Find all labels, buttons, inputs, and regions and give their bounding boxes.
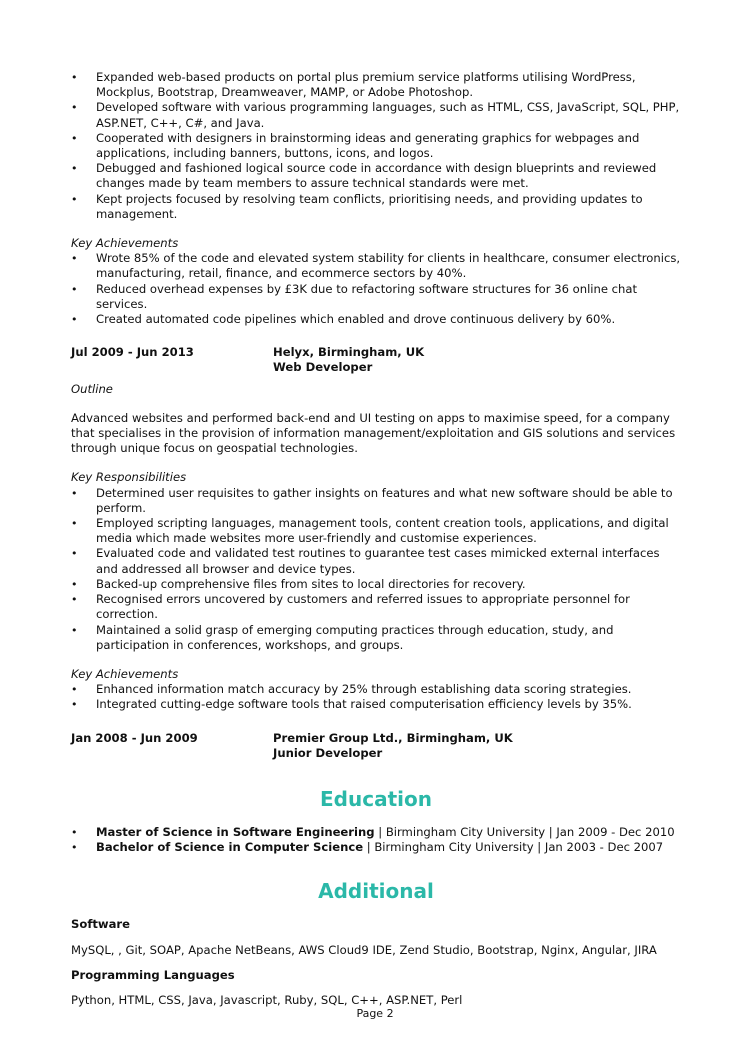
list-item: • Recognised errors uncovered by customers and referred issues to appropriate personnel for correction. — [71, 592, 681, 622]
page-number: Page 2 — [356, 1007, 394, 1020]
outline-heading: Outline — [71, 381, 113, 396]
education-heading: Education — [320, 786, 432, 811]
list-item: • Integrated cutting-edge software tools that raised computerisation efficiency levels by 35%. — [71, 697, 681, 712]
languages-list: Python, HTML, CSS, Java, Javascript, Ruby, SQL, C++, ASP.NET, Perl — [71, 992, 463, 1007]
list-item — [71, 840, 681, 855]
job-company: Premier Group Ltd., Birmingham, UK — [273, 730, 513, 745]
degree-name: Bachelor of Science in Computer Science — [96, 840, 364, 855]
prev-job-responsibilities-list — [71, 70, 681, 222]
list-item: • Cooperated with designers in brainstorming ideas and generating graphics for webpages and applications, including banners, buttons, icons, and logos. — [71, 131, 681, 161]
list-item: • Maintained a solid grasp of emerging computing practices through education, study, and participation in conferences, workshops, and groups. — [71, 623, 681, 653]
languages-heading: Programming Languages — [71, 967, 235, 982]
degree-details: | Birmingham City University | Jan 2009 - Dec 2010 — [374, 824, 675, 839]
job-header-helyx — [71, 345, 681, 375]
responsibilities-heading: Key Responsibilities — [71, 470, 187, 485]
list-item: • Kept projects focused by resolving team conflicts, prioritising needs, and providing updates to management. — [71, 192, 681, 222]
job-header-premier-group — [71, 731, 681, 761]
additional-heading: Additional — [318, 879, 434, 904]
list-item: • Determined user requisites to gather insights on features and what new software should be able to perform. — [71, 486, 681, 516]
prev-job-achievements-list — [71, 251, 681, 327]
list-item: • Expanded web-based products on portal plus premium service platforms utilising WordPress, Mockplus, Bootstrap, Dreamweaver, MAMP, or Adobe Photoshop. — [71, 70, 681, 100]
job-dates: Jan 2008 - Jun 2009 — [71, 730, 198, 745]
list-item: • Evaluated code and validated test routines to guarantee test cases mimicked external interfaces and addressed all browser and device types. — [71, 546, 681, 576]
software-heading: Software — [71, 917, 131, 932]
list-item: • Debugged and fashioned logical source code in accordance with design blueprints and reviewed changes made by team members to assure technical standards were met. — [71, 161, 681, 191]
degree-name: Master of Science in Software Engineering — [96, 824, 375, 839]
list-item: • Created automated code pipelines which enabled and drove continuous delivery by 60%. — [71, 312, 681, 327]
list-item: • Reduced overhead expenses by £3K due to refactoring software structures for 36 online chat services. — [71, 282, 681, 312]
outline-text: Advanced websites and performed back-end and UI testing on apps to maximise speed, for a company that specialises in the provision of information management/exploitation and GIS solutions and services through unique focus on geospatial technologies. — [71, 410, 676, 456]
job2-achievements-heading: Key Achievements — [71, 666, 179, 681]
job-dates: Jul 2009 - Jun 2013 — [71, 345, 194, 360]
software-list: MySQL, , Git, SOAP, Apache NetBeans, AWS Cloud9 IDE, Zend Studio, Bootstrap, Nginx, Angular, JIRA — [71, 942, 657, 957]
list-item: • Wrote 85% of the code and elevated system stability for clients in healthcare, consumer electronics, manufacturing, retail, finance, and ecommerce sectors by 40%. — [71, 251, 681, 281]
list-item: • Backed-up comprehensive files from sites to local directories for recovery. — [71, 577, 681, 592]
list-item: • Developed software with various programming languages, such as HTML, CSS, JavaScript, SQL, PHP, ASP.NET, C++, C#, and Java. — [71, 100, 681, 130]
list-item — [71, 825, 681, 840]
list-item: • Employed scripting languages, management tools, content creation tools, applications, and digital media which made websites more user-friendly and customise experiences. — [71, 516, 681, 546]
job-title: Junior Developer — [273, 745, 383, 760]
education-list — [71, 825, 681, 855]
job-title: Web Developer — [273, 360, 373, 375]
list-item: • Enhanced information match accuracy by 25% through establishing data scoring strategies. — [71, 682, 681, 697]
job2-responsibilities-list — [71, 486, 681, 653]
prev-job-achievements-heading: Key Achievements — [71, 236, 179, 251]
resume-page-2 — [71, 70, 681, 1008]
degree-details: | Birmingham City University | Jan 2003 - Dec 2007 — [363, 840, 664, 855]
job-company: Helyx, Birmingham, UK — [273, 345, 425, 360]
job2-achievements-list — [71, 682, 681, 712]
